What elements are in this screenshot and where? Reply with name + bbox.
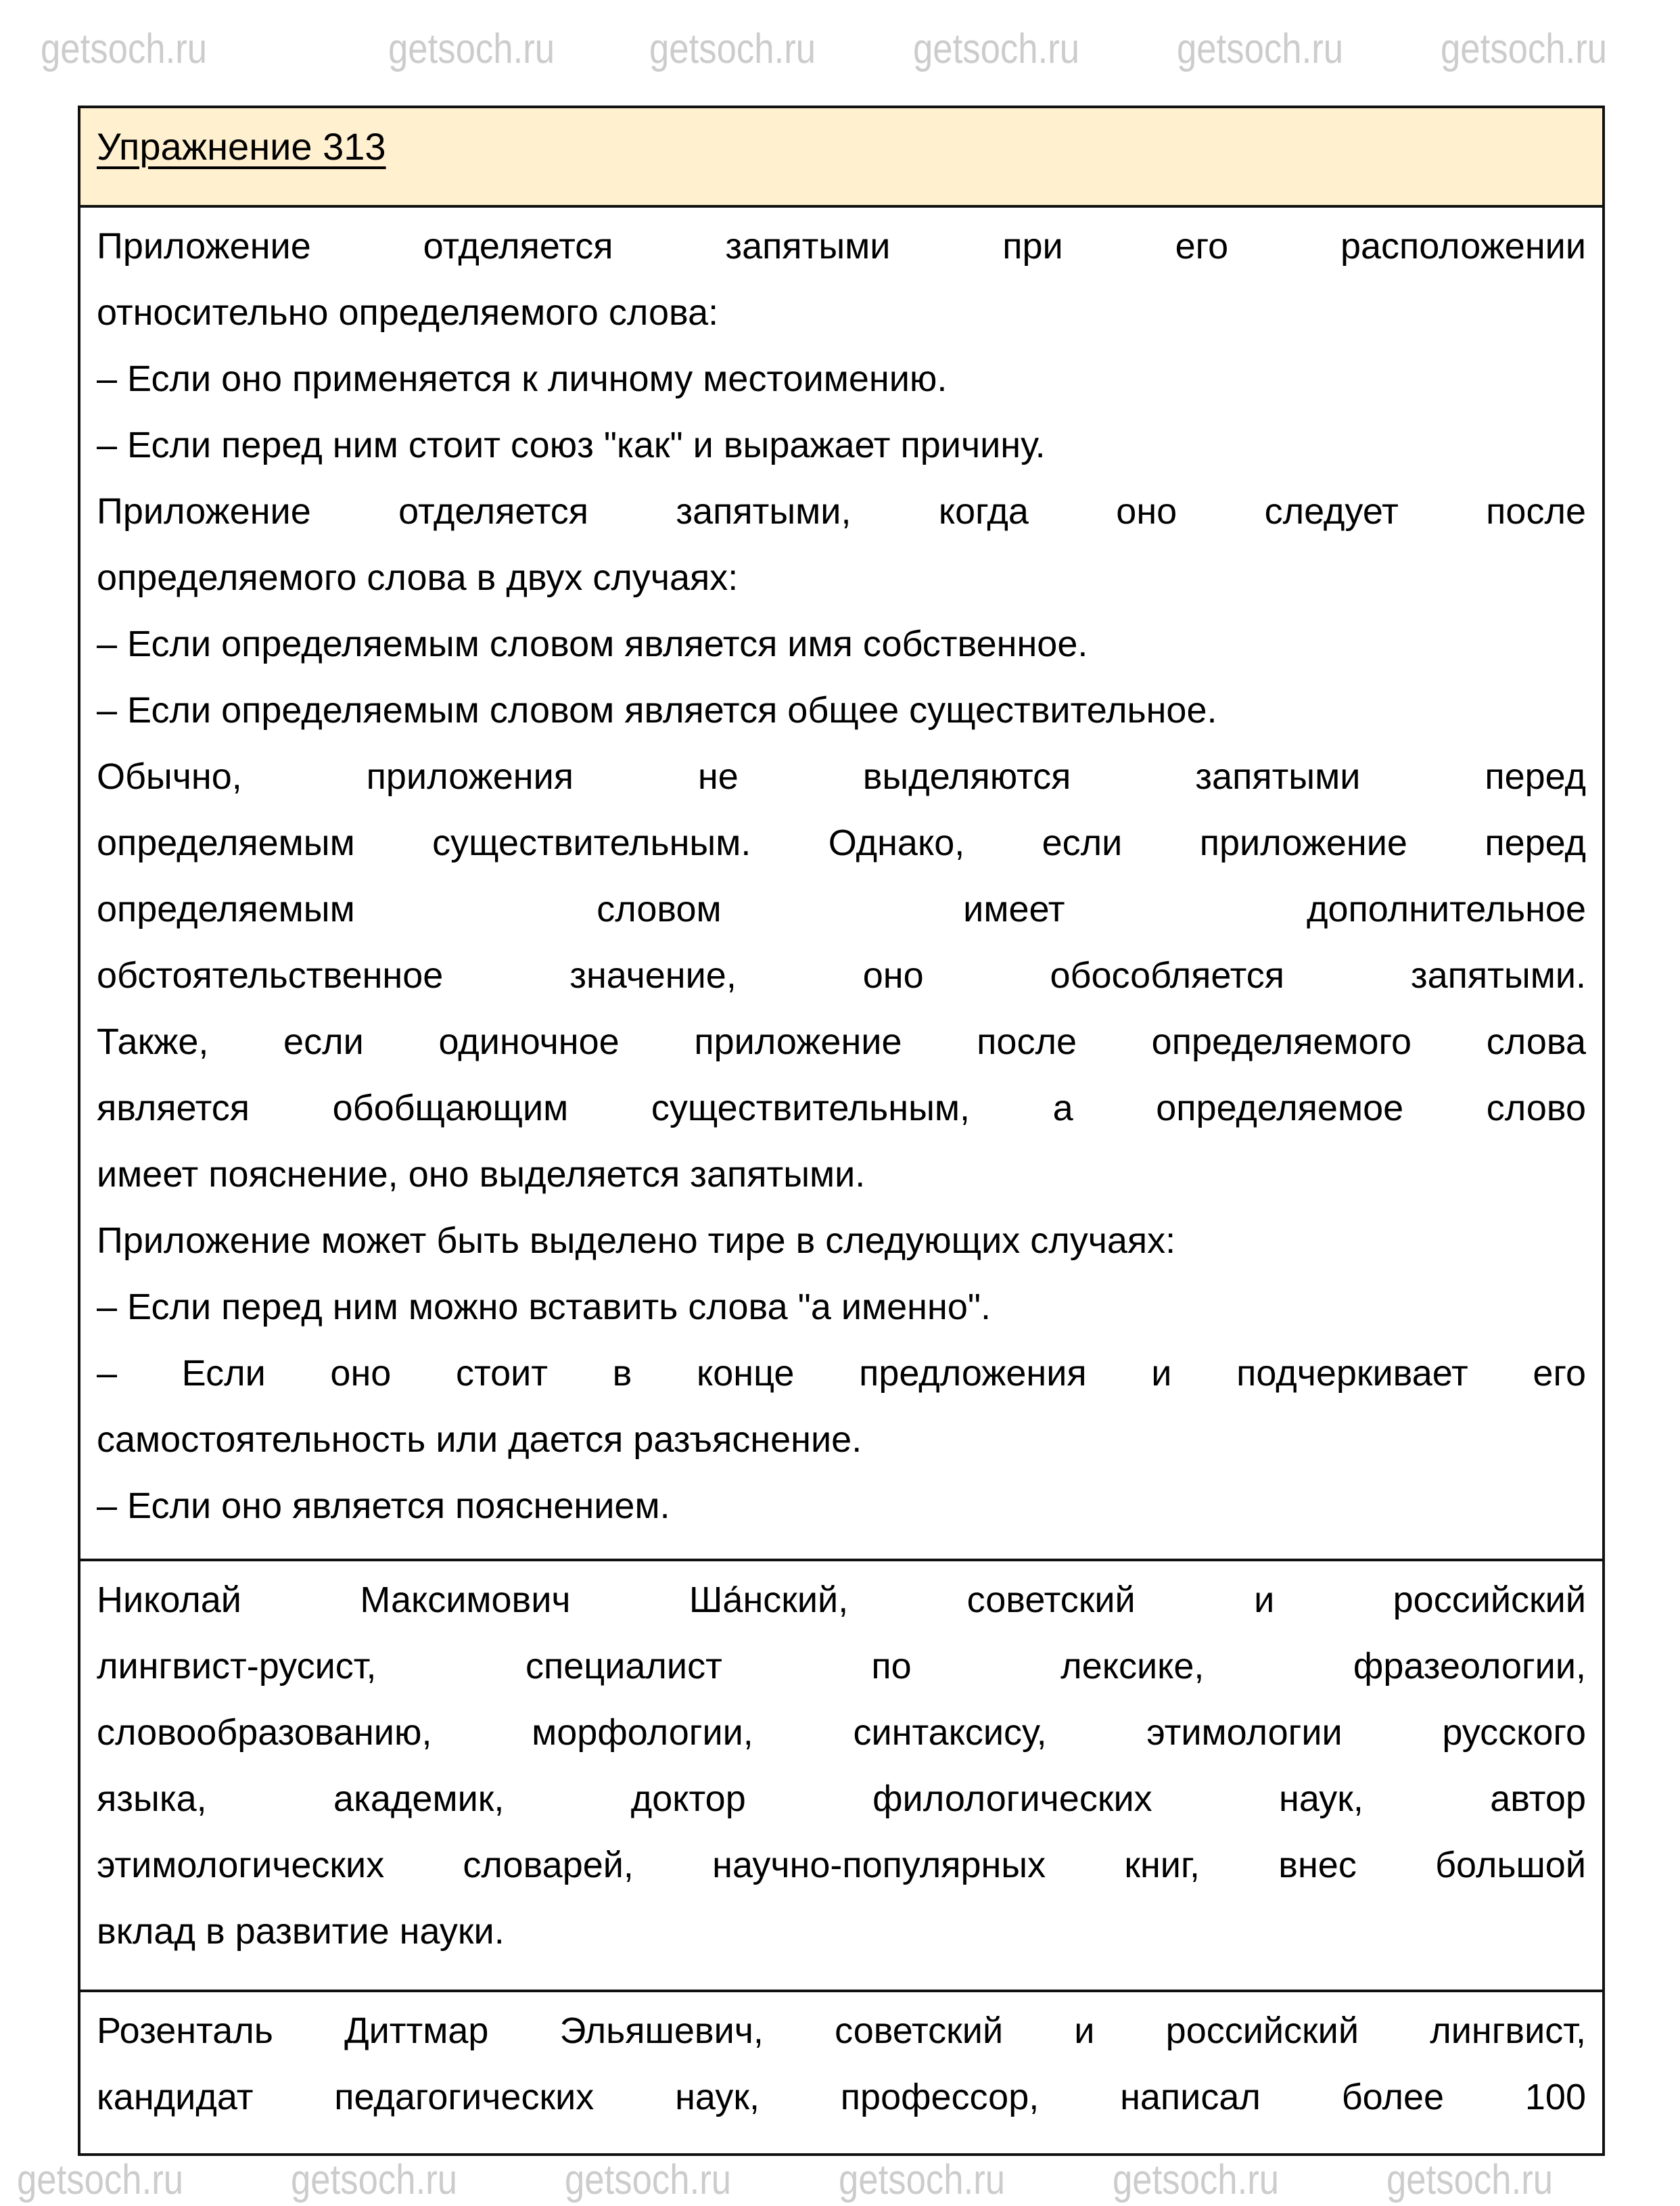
watermark: getsoch.ru: [649, 26, 816, 72]
watermark: getsoch.ru: [1441, 26, 1608, 72]
text-line: Розенталь Диттмар Эльяшевич, советский и российский лингвист,: [97, 2010, 1586, 2051]
text-line: Приложение может быть выделено тире в следующих случаях:: [97, 1220, 1176, 1261]
watermark: getsoch.ru: [17, 2157, 184, 2203]
text-line: – Если оно стоит в конце предложения и подчеркивает его: [97, 1353, 1586, 1394]
watermark: getsoch.ru: [565, 2157, 732, 2203]
text-line: определяемым словом имеет дополнительное: [97, 889, 1586, 929]
text-line: Приложение отделяется запятыми при его расположении: [97, 226, 1586, 267]
text-line: языка, академик, доктор филологических наук, автор: [97, 1778, 1586, 1819]
watermark: getsoch.ru: [41, 26, 208, 72]
text-line: – Если перед ним стоит союз "как" и выражает причину.: [97, 425, 1046, 465]
text-line: Также, если одиночное приложение после определяемого слова: [97, 1021, 1586, 1062]
rosenthal-section: [80, 1992, 1602, 2153]
text-line: определяемого слова в двух случаях:: [97, 557, 739, 598]
text-line: имеет пояснение, оно выделяется запятыми.: [97, 1154, 866, 1195]
text-line: обстоятельственное значение, оно обособляется запятыми.: [97, 955, 1586, 996]
rules-section: [80, 208, 1602, 1561]
text-line: Обычно, приложения не выделяются запятыми перед: [97, 756, 1586, 797]
text-line: словообразованию, морфологии, синтаксису, этимологии русского: [97, 1712, 1586, 1753]
exercise-header: [80, 108, 1602, 208]
text-line: относительно определяемого слова:: [97, 292, 719, 333]
text-line: – Если оно является пояснением.: [97, 1486, 670, 1526]
text-line: – Если определяемым словом является имя собственное.: [97, 624, 1088, 664]
text-line: является обобщающим существительным, а определяемое слово: [97, 1088, 1586, 1128]
watermark: getsoch.ru: [388, 26, 555, 72]
watermark: getsoch.ru: [913, 26, 1080, 72]
text-line: Приложение отделяется запятыми, когда оно следует после: [97, 491, 1586, 532]
watermark: getsoch.ru: [1113, 2157, 1280, 2203]
text-line: лингвист-русист, специалист по лексике, фразеологии,: [97, 1646, 1586, 1686]
watermark: getsoch.ru: [291, 2157, 458, 2203]
watermark: getsoch.ru: [1177, 26, 1344, 72]
watermark: getsoch.ru: [1386, 2157, 1554, 2203]
shansky-section: [80, 1561, 1602, 1992]
text-line: Николай Максимович Ша́нский, советский и российский: [97, 1580, 1586, 1620]
watermark: getsoch.ru: [839, 2157, 1006, 2203]
exercise-table: [78, 106, 1605, 2156]
text-line: – Если перед ним можно вставить слова "а именно".: [97, 1287, 991, 1327]
text-line: этимологических словарей, научно-популярных книг, внес большой: [97, 1845, 1586, 1885]
text-line: кандидат педагогических наук, профессор, написал более 100: [97, 2077, 1586, 2117]
text-line: – Если оно применяется к личному местоимению.: [97, 359, 948, 399]
text-line: самостоятельность или дается разъяснение.: [97, 1419, 862, 1460]
text-line: вклад в развитие науки.: [97, 1911, 505, 1952]
exercise-title: Упражнение 313: [97, 125, 386, 168]
text-line: – Если определяемым словом является общее существительное.: [97, 690, 1217, 731]
text-line: определяемым существительным. Однако, если приложение перед: [97, 823, 1586, 863]
